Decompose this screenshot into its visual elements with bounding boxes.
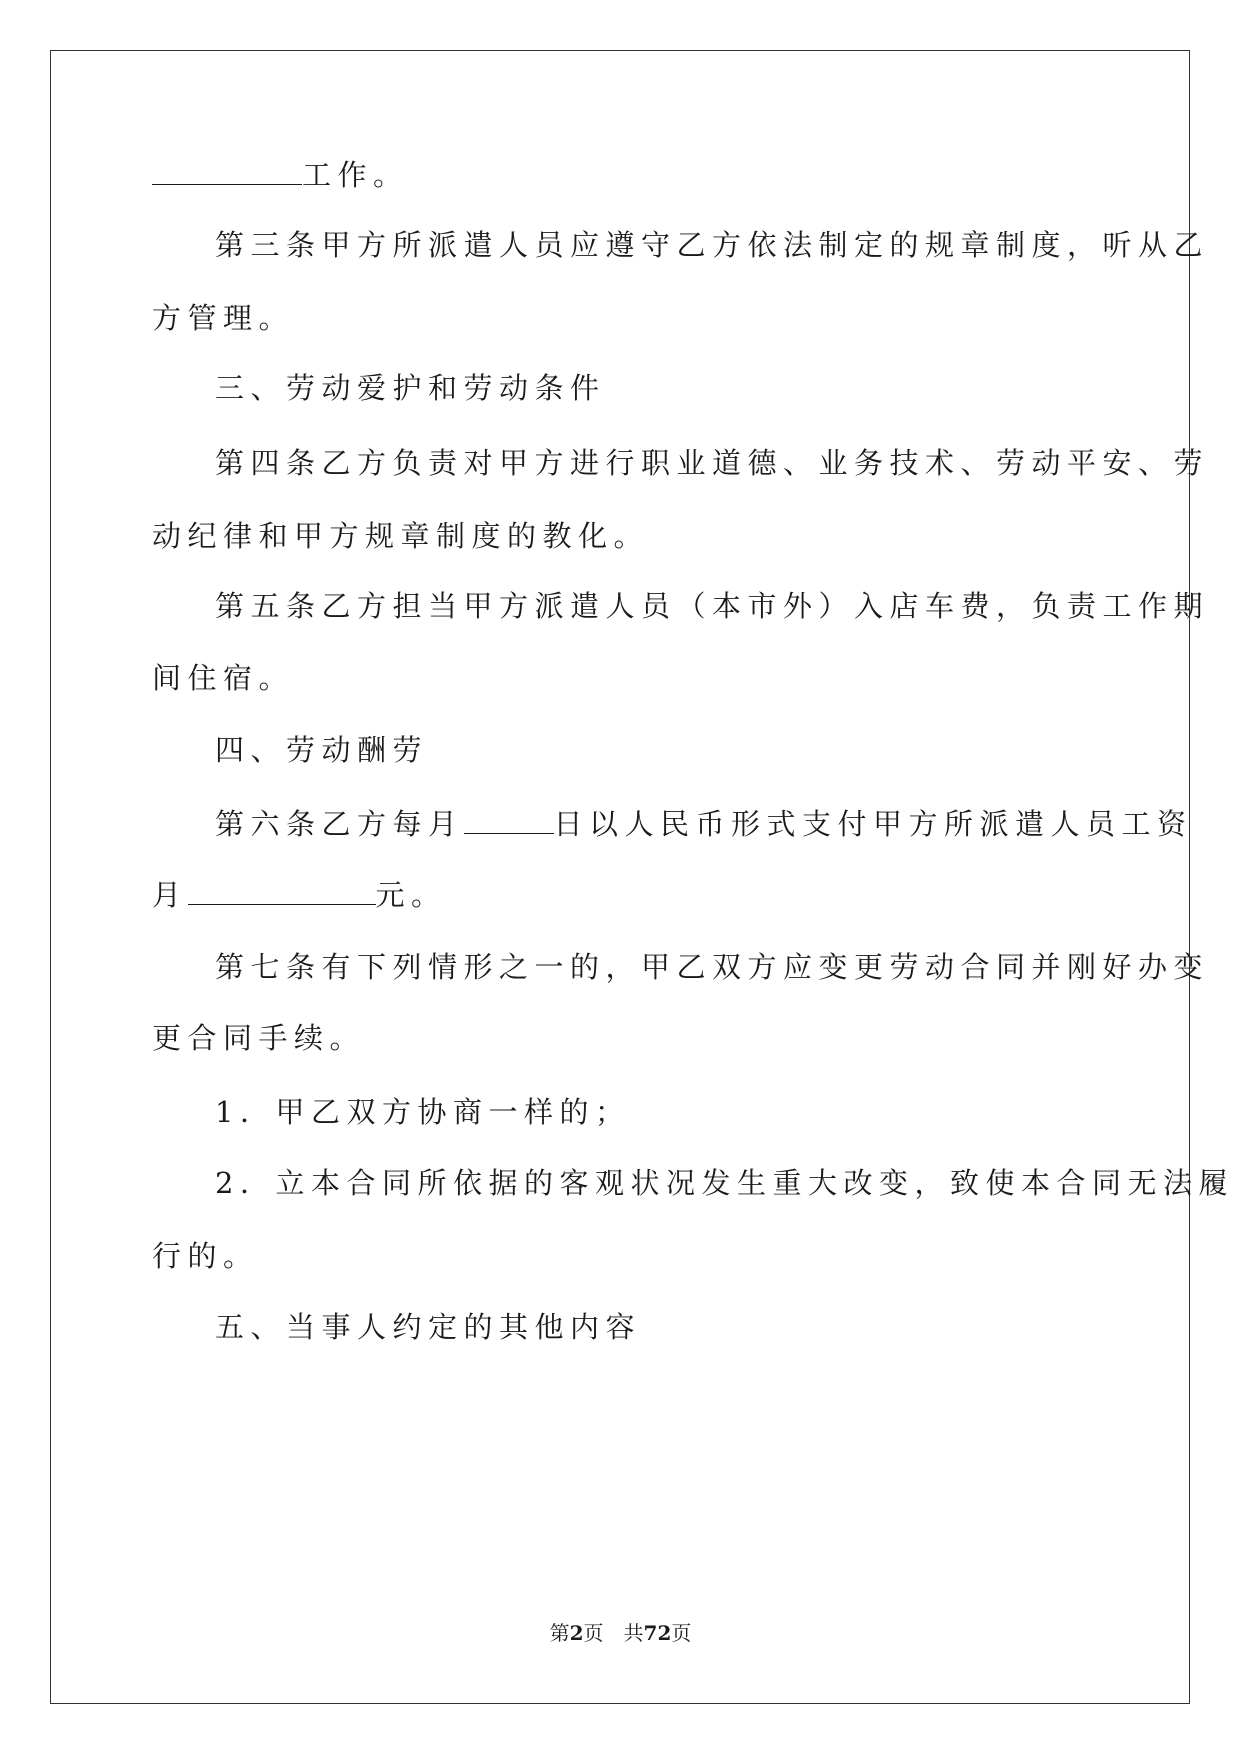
- line-text: 工作。: [302, 158, 409, 192]
- text-line-14: 1．甲乙双方协商一样的；: [215, 1095, 631, 1129]
- text-line-13: 更合同手续。: [152, 1021, 366, 1055]
- line-text: 月: [152, 878, 188, 912]
- page-footer: [0, 1617, 1241, 1646]
- fill-in-blank: [464, 807, 554, 834]
- line-text: 日以人民币形式支付甲方所派遣人员工资: [553, 807, 1193, 841]
- fill-in-blank: [188, 878, 376, 905]
- footer-mid: 页 共: [583, 1621, 644, 1645]
- text-line-8: 间住宿。: [152, 661, 295, 695]
- line-text: 元。: [375, 878, 447, 912]
- total-pages: 72: [643, 1621, 672, 1645]
- section-heading-4: 四、劳动酬劳: [215, 733, 429, 767]
- text-line-1: [152, 155, 409, 195]
- footer-prefix: 第: [549, 1621, 570, 1645]
- line-text: 第六条乙方每月: [215, 807, 464, 841]
- fill-in-blank: [152, 158, 302, 185]
- text-line-10: [215, 804, 1193, 844]
- text-line-16: 行的。: [152, 1239, 259, 1273]
- text-line-7: 第五条乙方担当甲方派遣人员（本市外）入店车费，负责工作期: [215, 589, 1210, 623]
- text-line-12: 第七条有下列情形之一的，甲乙双方应变更劳动合同并刚好办变: [215, 950, 1210, 984]
- text-line-3: 方管理。: [152, 301, 295, 335]
- page-number: 2: [569, 1621, 584, 1645]
- text-line-2: 第三条甲方所派遣人员应遵守乙方依法制定的规章制度，听从乙: [215, 228, 1210, 262]
- text-line-5: 第四条乙方负责对甲方进行职业道德、业务技术、劳动平安、劳: [215, 446, 1210, 480]
- footer-suffix: 页: [671, 1621, 692, 1645]
- text-line-6: 动纪律和甲方规章制度的教化。: [152, 519, 650, 553]
- section-heading-5: 五、当事人约定的其他内容: [215, 1310, 642, 1344]
- text-line-15: 2．立本合同所依据的客观状况发生重大改变，致使本合同无法履: [215, 1166, 1234, 1200]
- text-line-11: [152, 875, 447, 915]
- section-heading-3: 三、劳动爱护和劳动条件: [215, 371, 606, 405]
